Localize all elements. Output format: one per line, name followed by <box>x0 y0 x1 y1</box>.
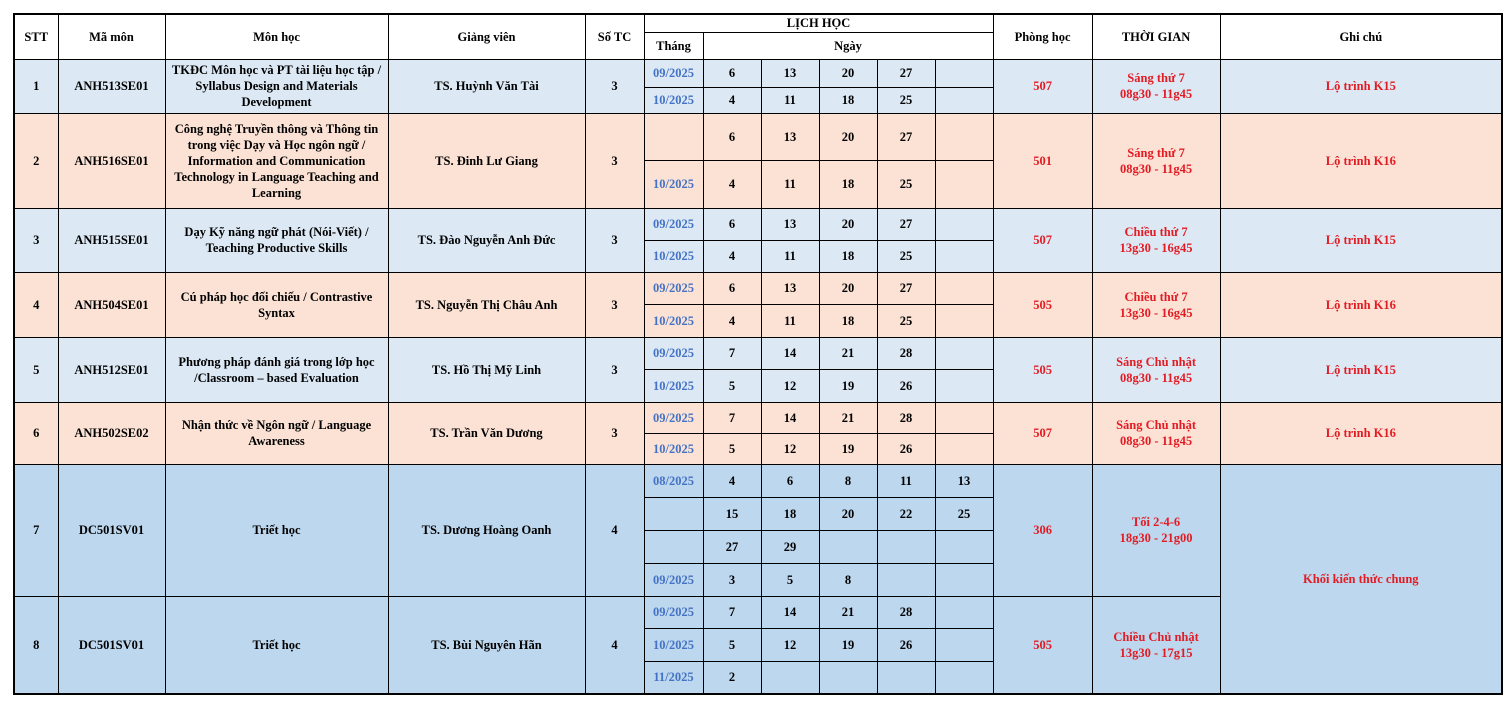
day-cell: 6 <box>703 208 761 240</box>
day-cell: 4 <box>703 464 761 497</box>
day-cell: 7 <box>703 337 761 369</box>
day-cell <box>935 530 993 563</box>
table-row <box>14 402 1502 433</box>
day-cell: 28 <box>877 596 935 628</box>
day-cell <box>935 240 993 272</box>
stt-cell: 1 <box>14 59 58 113</box>
lecturer-cell: TS. Dương Hoàng Oanh <box>388 464 585 596</box>
day-cell: 4 <box>703 87 761 113</box>
course-code-cell: ANH515SE01 <box>58 208 165 272</box>
day-cell: 20 <box>819 113 877 160</box>
day-cell <box>819 661 877 694</box>
day-cell: 11 <box>761 240 819 272</box>
day-cell: 27 <box>877 113 935 160</box>
month-cell: 10/2025 <box>644 304 703 337</box>
day-cell: 11 <box>877 464 935 497</box>
time-hours: 08g30 - 11g45 <box>1119 161 1193 176</box>
month-cell <box>644 530 703 563</box>
header-lich-hoc: LỊCH HỌC <box>644 14 993 32</box>
room-cell: 507 <box>993 59 1092 113</box>
header-ngay: Ngày <box>703 32 993 59</box>
day-cell: 2 <box>703 661 761 694</box>
month-cell: 10/2025 <box>644 87 703 113</box>
day-cell: 5 <box>703 369 761 402</box>
day-cell: 25 <box>877 87 935 113</box>
lecturer-cell: TS. Bùi Nguyên Hãn <box>388 596 585 694</box>
time-day: Chiều Chủ nhật <box>1113 629 1199 644</box>
day-cell: 28 <box>877 402 935 433</box>
day-cell <box>935 304 993 337</box>
month-cell: 10/2025 <box>644 240 703 272</box>
time-cell <box>1092 596 1220 694</box>
day-cell: 8 <box>819 464 877 497</box>
course-name-cell: Nhận thức về Ngôn ngữ / Language Awareness <box>165 402 388 464</box>
month-cell: 10/2025 <box>644 160 703 208</box>
time-day: Sáng thứ 7 <box>1127 71 1185 85</box>
day-cell <box>935 87 993 113</box>
credits-cell: 3 <box>585 59 644 113</box>
day-cell: 8 <box>819 563 877 596</box>
day-cell: 26 <box>877 628 935 661</box>
stt-cell: 5 <box>14 337 58 402</box>
note-cell: Lộ trình K16 <box>1220 402 1502 464</box>
day-cell: 21 <box>819 596 877 628</box>
day-cell: 19 <box>819 369 877 402</box>
day-cell <box>935 369 993 402</box>
day-cell <box>877 563 935 596</box>
credits-cell: 3 <box>585 208 644 272</box>
table-row <box>14 337 1502 369</box>
month-cell: 09/2025 <box>644 59 703 87</box>
day-cell: 13 <box>935 464 993 497</box>
day-cell: 6 <box>703 272 761 304</box>
day-cell: 13 <box>761 208 819 240</box>
day-cell: 14 <box>761 402 819 433</box>
day-cell: 25 <box>877 240 935 272</box>
day-cell: 18 <box>819 160 877 208</box>
day-cell: 20 <box>819 272 877 304</box>
day-cell <box>935 661 993 694</box>
lecturer-cell: TS. Nguyễn Thị Châu Anh <box>388 272 585 337</box>
time-hours: 08g30 - 11g45 <box>1119 370 1193 385</box>
day-cell <box>935 596 993 628</box>
room-cell: 505 <box>993 596 1092 694</box>
time-day: Chiều thứ 7 <box>1124 225 1188 239</box>
day-cell: 27 <box>877 272 935 304</box>
course-code-cell: ANH502SE02 <box>58 402 165 464</box>
day-cell <box>877 661 935 694</box>
day-cell: 4 <box>703 160 761 208</box>
day-cell: 20 <box>819 497 877 530</box>
day-cell: 7 <box>703 596 761 628</box>
time-cell <box>1092 337 1220 402</box>
day-cell: 12 <box>761 369 819 402</box>
day-cell: 14 <box>761 337 819 369</box>
course-name-cell: Dạy Kỹ năng ngữ phát (Nói-Viết) / Teaching Productive Skills <box>165 208 388 272</box>
day-cell: 18 <box>819 87 877 113</box>
course-code-cell: ANH504SE01 <box>58 272 165 337</box>
day-cell: 6 <box>703 59 761 87</box>
lecturer-cell: TS. Đinh Lư Giang <box>388 113 585 208</box>
day-cell: 20 <box>819 208 877 240</box>
credits-cell: 3 <box>585 402 644 464</box>
credits-cell: 3 <box>585 272 644 337</box>
stt-cell: 6 <box>14 402 58 464</box>
day-cell: 5 <box>761 563 819 596</box>
day-cell: 13 <box>761 113 819 160</box>
day-cell: 4 <box>703 240 761 272</box>
month-cell: 11/2025 <box>644 661 703 694</box>
room-cell: 505 <box>993 272 1092 337</box>
table-row <box>14 113 1502 160</box>
time-day: Tối 2-4-6 <box>1131 515 1181 529</box>
time-day: Sáng Chủ nhật <box>1116 418 1197 432</box>
day-cell <box>877 530 935 563</box>
day-cell <box>819 530 877 563</box>
lecturer-cell: TS. Trần Văn Dương <box>388 402 585 464</box>
stt-cell: 7 <box>14 464 58 596</box>
day-cell: 19 <box>819 628 877 661</box>
header-thoi-gian: THỜI GIAN <box>1092 14 1220 59</box>
course-code-cell: ANH513SE01 <box>58 59 165 113</box>
header-phong-hoc: Phòng học <box>993 14 1092 59</box>
course-code-cell: DC501SV01 <box>58 596 165 694</box>
month-cell <box>644 113 703 160</box>
note-cell: Lộ trình K15 <box>1220 208 1502 272</box>
day-cell <box>935 402 993 433</box>
note-cell: Khối kiến thức chung <box>1220 464 1502 694</box>
credits-cell: 4 <box>585 596 644 694</box>
course-name-cell: Cú pháp học đối chiếu / Contrastive Syntax <box>165 272 388 337</box>
time-hours: 13g30 - 16g45 <box>1119 305 1193 320</box>
day-cell: 13 <box>761 59 819 87</box>
day-cell: 11 <box>761 160 819 208</box>
room-cell: 501 <box>993 113 1092 208</box>
day-cell: 22 <box>877 497 935 530</box>
month-cell: 09/2025 <box>644 563 703 596</box>
day-cell: 4 <box>703 304 761 337</box>
day-cell: 13 <box>761 272 819 304</box>
month-cell: 09/2025 <box>644 208 703 240</box>
lecturer-cell: TS. Hồ Thị Mỹ Linh <box>388 337 585 402</box>
note-cell: Lộ trình K16 <box>1220 113 1502 208</box>
day-cell: 26 <box>877 433 935 464</box>
month-cell: 08/2025 <box>644 464 703 497</box>
course-name-cell: Triết học <box>165 464 388 596</box>
day-cell <box>935 337 993 369</box>
header-ma-mon: Mã môn <box>58 14 165 59</box>
stt-cell: 4 <box>14 272 58 337</box>
time-hours: 13g30 - 16g45 <box>1119 241 1193 255</box>
day-cell: 5 <box>703 433 761 464</box>
day-cell <box>935 208 993 240</box>
stt-cell: 8 <box>14 596 58 694</box>
day-cell: 21 <box>819 402 877 433</box>
table-row <box>14 272 1502 304</box>
time-cell <box>1092 113 1220 208</box>
day-cell: 25 <box>877 160 935 208</box>
day-cell: 29 <box>761 530 819 563</box>
day-cell <box>761 661 819 694</box>
day-cell <box>935 628 993 661</box>
day-cell: 27 <box>877 59 935 87</box>
day-cell: 18 <box>819 304 877 337</box>
day-cell: 6 <box>761 464 819 497</box>
header-ghi-chu: Ghi chú <box>1220 14 1502 59</box>
course-code-cell: ANH512SE01 <box>58 337 165 402</box>
day-cell: 18 <box>819 240 877 272</box>
table-row <box>14 464 1502 497</box>
day-cell: 11 <box>761 87 819 113</box>
time-day: Sáng Chủ nhật <box>1116 354 1197 369</box>
day-cell: 27 <box>703 530 761 563</box>
day-cell: 11 <box>761 304 819 337</box>
header-so-tc: Số TC <box>585 14 644 59</box>
time-cell <box>1092 402 1220 464</box>
course-code-cell: ANH516SE01 <box>58 113 165 208</box>
day-cell <box>935 563 993 596</box>
header-stt: STT <box>14 14 58 59</box>
table-row <box>14 208 1502 240</box>
day-cell: 19 <box>819 433 877 464</box>
stt-cell: 3 <box>14 208 58 272</box>
month-cell <box>644 497 703 530</box>
day-cell <box>935 272 993 304</box>
month-cell: 09/2025 <box>644 272 703 304</box>
credits-cell: 3 <box>585 113 644 208</box>
header-mon-hoc: Môn học <box>165 14 388 59</box>
header-thang: Tháng <box>644 32 703 59</box>
day-cell: 15 <box>703 497 761 530</box>
day-cell: 18 <box>761 497 819 530</box>
day-cell: 20 <box>819 59 877 87</box>
day-cell: 27 <box>877 208 935 240</box>
time-cell <box>1092 59 1220 113</box>
course-name-cell: TKĐC Môn học và PT tài liệu học tập / Syllabus Design and Materials Development <box>165 59 388 113</box>
month-cell: 09/2025 <box>644 402 703 433</box>
table-row <box>14 59 1502 87</box>
day-cell: 25 <box>877 304 935 337</box>
note-cell: Lộ trình K15 <box>1220 59 1502 113</box>
stt-cell: 2 <box>14 113 58 208</box>
time-cell <box>1092 464 1220 596</box>
day-cell: 3 <box>703 563 761 596</box>
lecturer-cell: TS. Đào Nguyễn Anh Đức <box>388 208 585 272</box>
day-cell: 5 <box>703 628 761 661</box>
time-hours: 08g30 - 11g45 <box>1119 87 1193 101</box>
note-cell: Lộ trình K15 <box>1220 337 1502 402</box>
time-day: Sáng thứ 7 <box>1127 145 1185 160</box>
day-cell: 21 <box>819 337 877 369</box>
room-cell: 306 <box>993 464 1092 596</box>
day-cell: 25 <box>935 497 993 530</box>
day-cell <box>935 59 993 87</box>
room-cell: 507 <box>993 208 1092 272</box>
day-cell: 26 <box>877 369 935 402</box>
month-cell: 09/2025 <box>644 337 703 369</box>
course-name-cell: Phương pháp đánh giá trong lớp học /Classroom – based Evaluation <box>165 337 388 402</box>
month-cell: 10/2025 <box>644 433 703 464</box>
day-cell: 28 <box>877 337 935 369</box>
month-cell: 09/2025 <box>644 596 703 628</box>
time-day: Chiều thứ 7 <box>1124 289 1188 304</box>
day-cell: 6 <box>703 113 761 160</box>
credits-cell: 3 <box>585 337 644 402</box>
room-cell: 505 <box>993 337 1092 402</box>
header-giang-vien: Giảng viên <box>388 14 585 59</box>
month-cell: 10/2025 <box>644 628 703 661</box>
day-cell: 14 <box>761 596 819 628</box>
day-cell <box>935 113 993 160</box>
day-cell: 12 <box>761 628 819 661</box>
time-hours: 18g30 - 21g00 <box>1119 531 1193 545</box>
day-cell <box>935 160 993 208</box>
month-cell: 10/2025 <box>644 369 703 402</box>
day-cell <box>935 433 993 464</box>
schedule-table <box>13 13 1503 695</box>
day-cell: 12 <box>761 433 819 464</box>
room-cell: 507 <box>993 402 1092 464</box>
time-cell <box>1092 272 1220 337</box>
day-cell: 7 <box>703 402 761 433</box>
credits-cell: 4 <box>585 464 644 596</box>
time-hours: 13g30 - 17g15 <box>1119 645 1193 660</box>
lecturer-cell: TS. Huỳnh Văn Tài <box>388 59 585 113</box>
course-name-cell: Công nghệ Truyền thông và Thông tin trong việc Dạy và Học ngôn ngữ / Information and Communication Technology in Language Teaching and Learning <box>165 113 388 208</box>
course-name-cell: Triết học <box>165 596 388 694</box>
course-code-cell: DC501SV01 <box>58 464 165 596</box>
time-cell <box>1092 208 1220 272</box>
note-cell: Lộ trình K16 <box>1220 272 1502 337</box>
time-hours: 08g30 - 11g45 <box>1119 434 1193 448</box>
